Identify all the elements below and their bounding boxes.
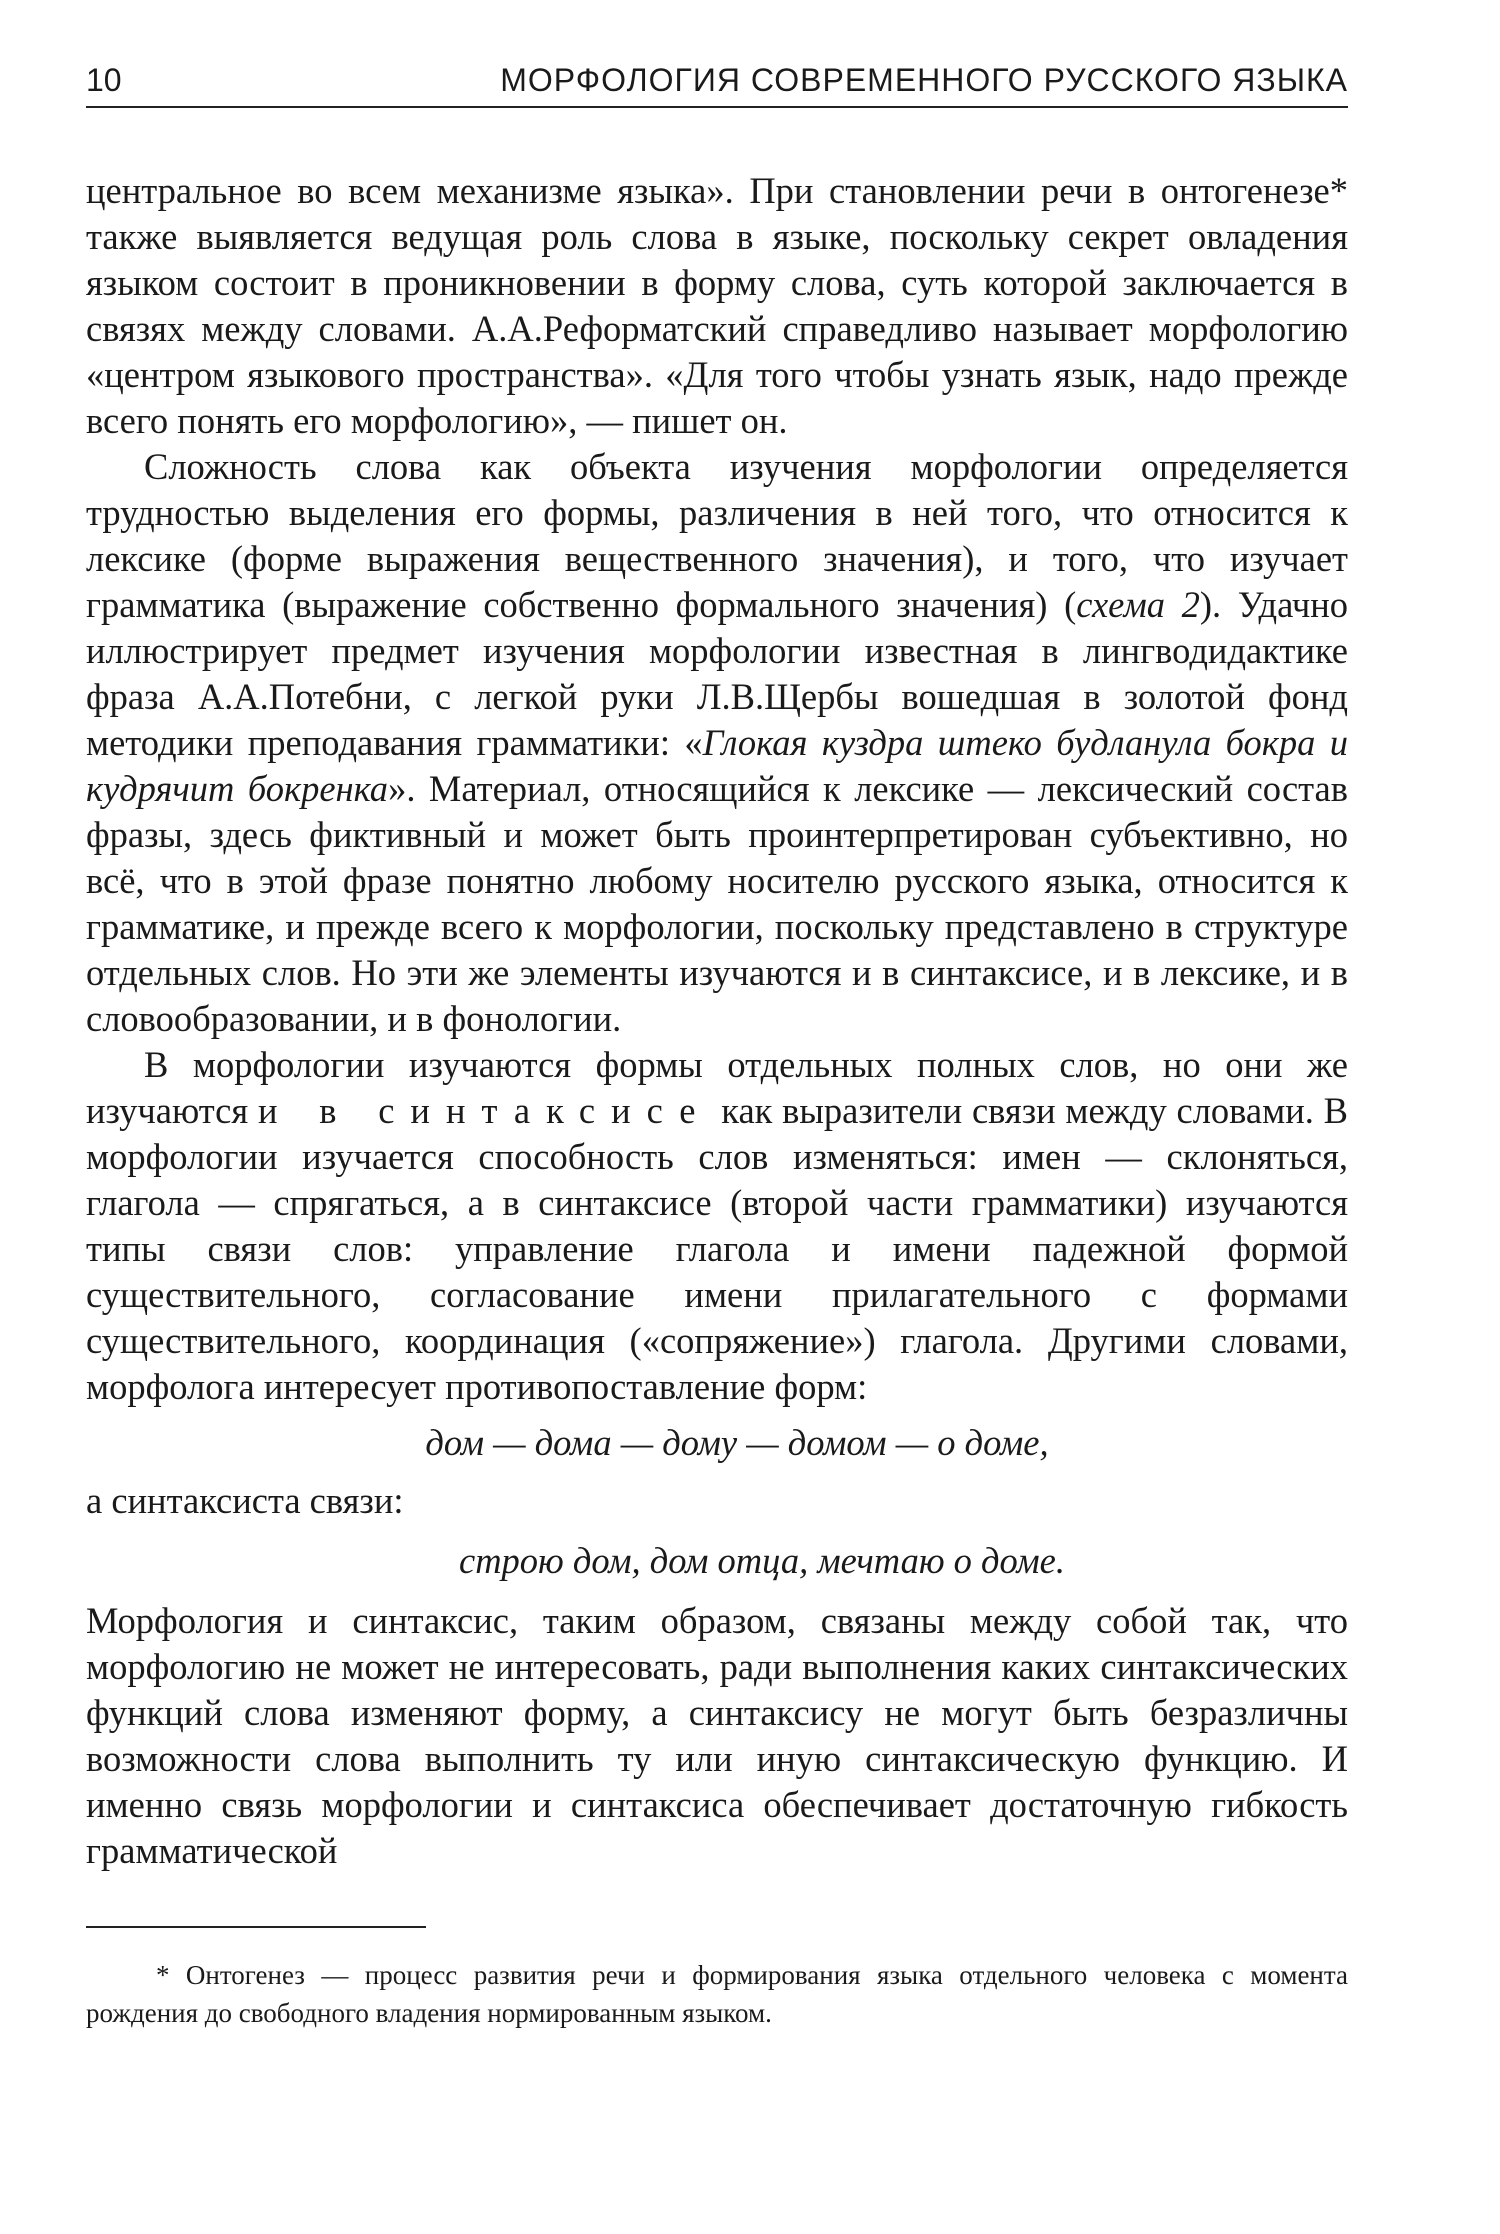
book-page [86,60,1348,2059]
paragraph-2 [86,444,1348,1042]
paragraph-2-part-3: ». Материал, относящийся к лексике — лексический состав фразы, здесь фиктивный и может быть проинтерпретирован субъективно, но всё, что в этой фразе понятно любому носителю русского языка, относится к грамматике, и прежде всего к морфологии, поскольку представлено в структуре отдельных слов. Но эти же элементы изучаются и в синтаксисе, и в лексике, и в словообразовании, и в фонологии. [86,768,1348,1039]
schema-reference: схема 2 [1076,584,1200,625]
example-syntax: строю дом, дом отца, мечтаю о доме. [459,1540,1065,1581]
running-head [86,60,1348,108]
paragraph-3-part-2: как выразители связи между словами. В морфологии изучается способность слов изменяться: имен — склоняться, глагола — спрягаться, а в синтаксисе (второй части грамматики) изучаются типы связи слов: управление глагола и имени падежной формой существительного, согласование имени прилагательного с формами существительного, координация («сопряжение») глагола. Другими словами, морфолога интересует противопоставление форм: [86,1090,1348,1407]
example-forms: дом — дома — дому — домом — о доме, [425,1422,1049,1463]
paragraph-3-part-1: В морфологии изучаются формы отдельных полных слов, но они же изучаются [86,1044,1348,1131]
paragraph-1: центральное во всем механизме языка». При становлении речи в онтогенезе* также выявляется ведущая роль слова в языке, поскольку секрет овладения языком состоит в проникновении в форму слова, суть которой заключается в связях между словами. А.А.Реформатский справедливо называет морфологию «центром языкового пространства». «Для того чтобы узнать язык, надо прежде всего понять его морфологию», — пишет он. [86,170,1348,441]
spaced-emphasis: и в синтаксисе [257,1090,712,1131]
paragraph-3 [86,1042,1348,1410]
footnote-divider [86,1926,426,1928]
main-text [86,168,1348,1874]
running-head-title: МОРФОЛОГИЯ СОВРЕМЕННОГО РУССКОГО ЯЗЫКА [500,62,1348,98]
glokaya-kuzdra-quote: Глокая куздра штеко будланула бокра и кудрячит бокренка [86,722,1348,809]
paragraph-2-part-2: ). Удачно иллюстрирует предмет изучения морфологии известная в лингводидактике фраза А.А.Потебни, с легкой руки Л.В.Щербы вошедшая в золотой фонд методики преподавания грамматики: « [86,584,1348,763]
paragraph-4: а синтаксиста связи: [86,1480,404,1521]
paragraph-2-part-1: Сложность слова как объекта изучения морфологии определяется трудностью выделения его формы, различения в ней того, что относится к лексике (форме выражения вещественного значения), и того, что изучает грамматика (выражение собственно формального значения) ( [86,446,1348,625]
paragraph-5: Морфология и синтаксис, таким образом, связаны между собой так, что морфологию не может не интересовать, ради выполнения каких синтаксических функций слова изменяют форму, а синтаксису не могут быть безразличны возможности слова выполнить ту или иную синтаксическую функцию. И именно связь морфологии и синтаксиса обеспечивает достаточную гибкость грамматической [86,1600,1348,1871]
page-number: 10 [86,62,122,98]
footnote: * Онтогенез — процесс развития речи и формирования языка отдельного человека с момента рождения до свободного владения нормированным языком. [86,1960,1348,2028]
